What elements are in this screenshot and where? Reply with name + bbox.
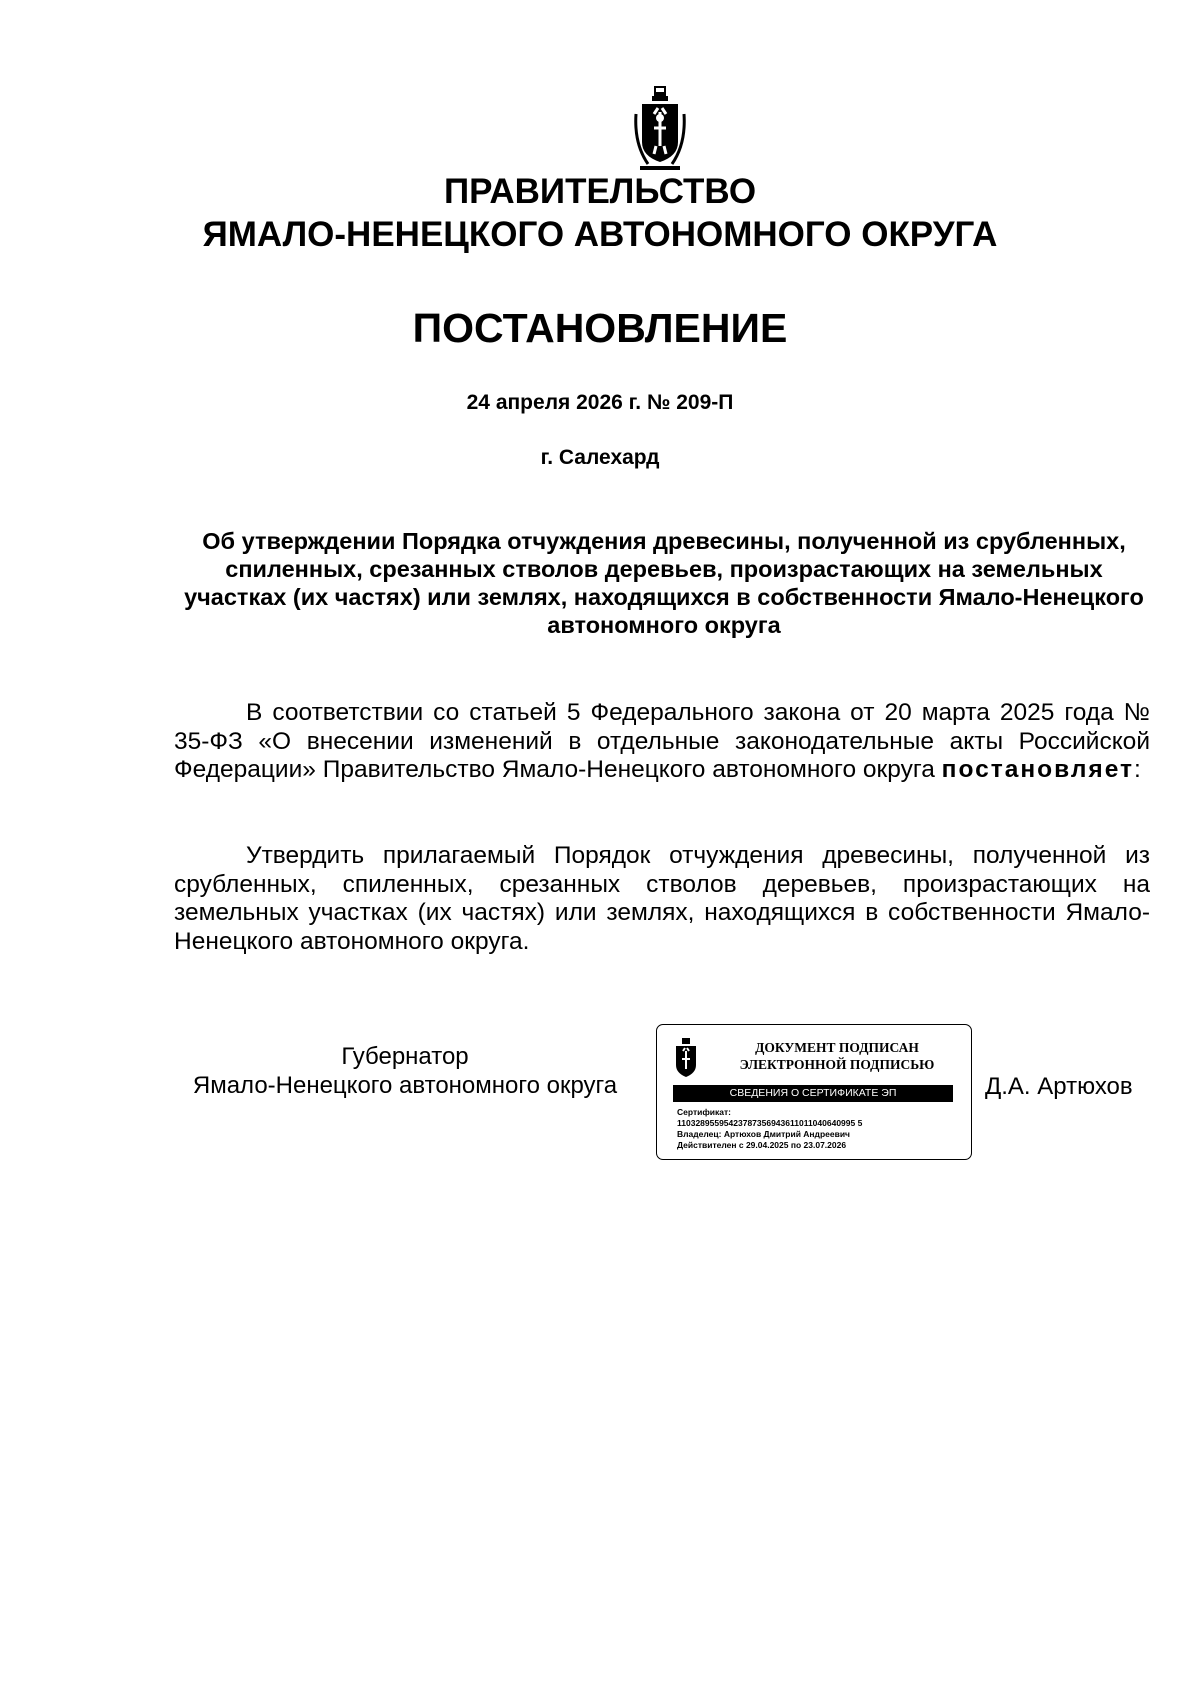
stamp-owner: Владелец: Артюхов Дмитрий Андреевич [677, 1129, 850, 1139]
decree-word: постановляет [941, 756, 1135, 783]
signatory-position [170, 1042, 640, 1100]
document-city: г. Салехард [540, 446, 660, 469]
signatory-position-line1: Губернатор [341, 1043, 469, 1070]
preamble-end: : [1134, 756, 1141, 783]
stamp-certificate-label: Сертификат: [677, 1107, 731, 1117]
preamble-text: В соответствии со статьей 5 Федерального закона от 20 марта 2025 года № 35-ФЗ «О внесении изменений в отдельные законодательные акты Российской Федерации» Правительство Ямало-Ненецкого автономного округа [174, 699, 1150, 783]
preamble-paragraph [174, 699, 1150, 785]
signatory-name: Д.А. Артюхов [985, 1073, 1133, 1100]
document-type: ПОСТАНОВЛЕНИЕ [412, 305, 788, 351]
org-name-line2: ЯМАЛО-НЕНЕЦКОГО АВТОНОМНОГО ОКРУГА [202, 215, 998, 254]
stamp-certificate-number: 11032895595423787356943611011040640995 5 [677, 1118, 863, 1128]
stamp-coat-of-arms-icon [671, 1037, 701, 1079]
signatory-position-line2: Ямало-Ненецкого автономного округа [192, 1072, 618, 1099]
stamp-heading-line1: ДОКУМЕНТ ПОДПИСАН [755, 1040, 919, 1055]
resolution-paragraph: Утвердить прилагаемый Порядок отчуждения древесины, полученной из срубленных, спиленных, срезанных стволов деревьев, произрастающих на земельных участках (их частях) или землях, находящихся в собственности Ямало-Ненецкого автономного округа. [174, 842, 1150, 955]
org-name-line1: ПРАВИТЕЛЬСТВО [443, 172, 757, 211]
coat-of-arms-icon [632, 84, 688, 174]
document-date-number: 24 апреля 2026 г. № 209-П [466, 391, 734, 414]
stamp-validity: Действителен с 29.04.2025 по 23.07.2026 [677, 1140, 847, 1150]
document-title: Об утверждении Порядка отчуждения древесины, полученной из срубленных, спиленных, срезанных стволов деревьев, произрастающих на земельных участках (их частях) или землях, находящихся в собственности Ямало-Ненецкого автономного округа [184, 528, 1144, 638]
stamp-certificate-bar: СВЕДЕНИЯ О СЕРТИФИКАТЕ ЭП [673, 1085, 953, 1102]
stamp-heading-line2: ЭЛЕКТРОННОЙ ПОДПИСЬЮ [739, 1057, 935, 1072]
electronic-signature-stamp [656, 1024, 972, 1160]
